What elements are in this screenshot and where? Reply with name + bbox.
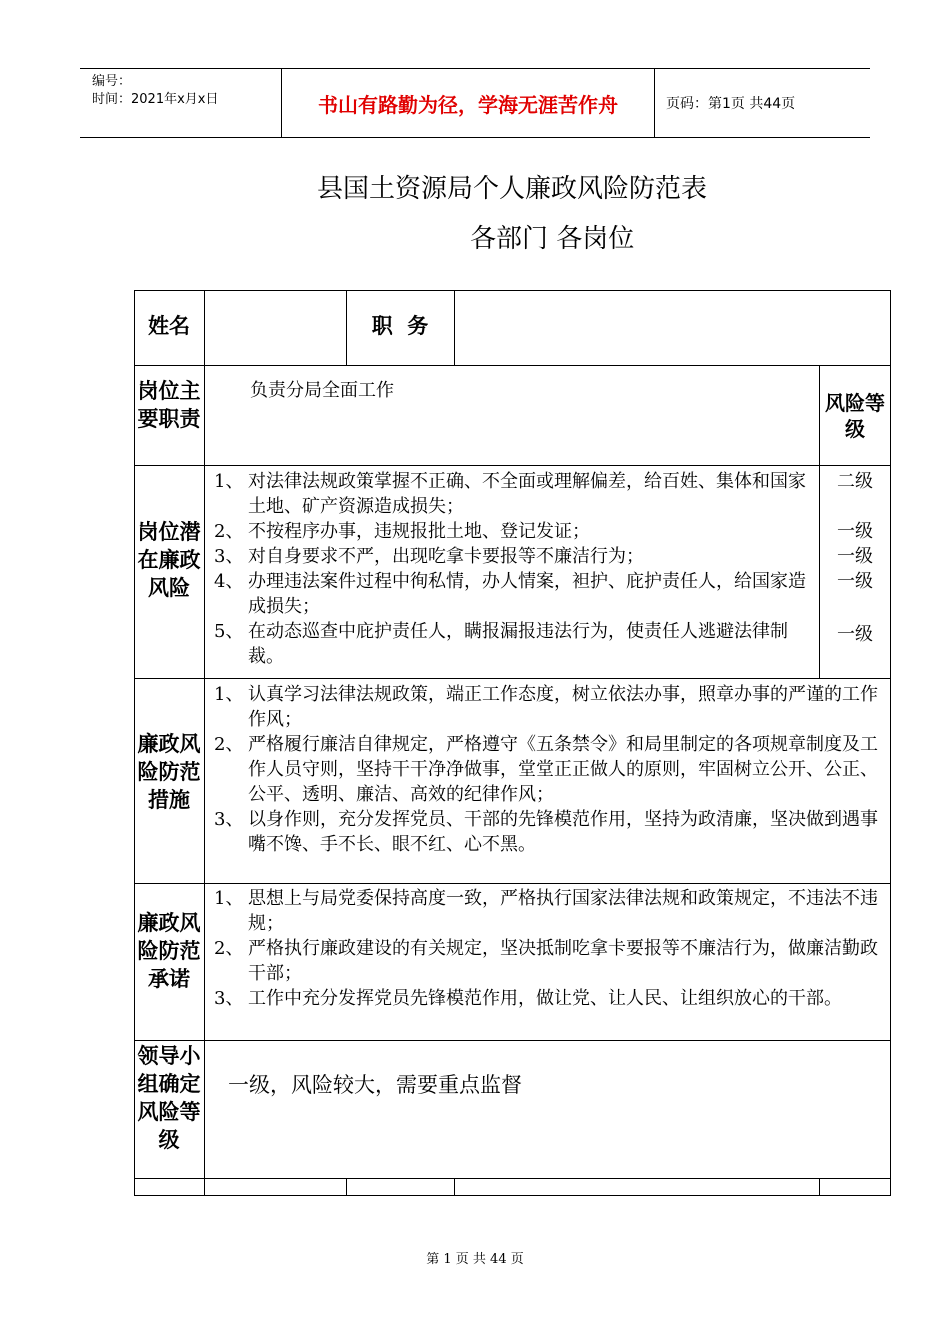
measure-item: 1、 认真学习法律法规政策，端正工作态度，树立依法办事，照章办事的严谨的工作作风； — [214, 684, 878, 730]
motto: 书山有路勤为径，学海无涯苦作舟 — [282, 69, 655, 137]
risk-item: 1、 对法律法规政策掌握不正确、不全面或理解偏差，给百姓、集体和国家土地、矿产资源造成损失； — [214, 471, 806, 517]
risk-label: 岗位潜在廉政风险 — [137, 519, 201, 600]
promise-item: 1、 思想上与局党委保持高度一致，严格执行国家法律法规和政策规定，不违法不违规； — [214, 888, 878, 934]
risk-item: 2、 不按程序办事，违规报批土地、登记发证； — [214, 521, 590, 542]
promise-item: 3、 工作中充分发挥党员先锋模范作用，做让党、让人民、让组织放心的干部。 — [214, 988, 842, 1009]
date-label: 时间：2021年x月x日 — [92, 92, 219, 107]
page-header — [80, 68, 870, 138]
leader-label: 领导小组确定风险等级 — [137, 1043, 201, 1152]
measures-list — [214, 682, 882, 857]
risk-list — [214, 469, 810, 669]
position-label: 职 务 — [371, 313, 429, 338]
risk-level: 一级 — [837, 521, 873, 542]
risk-item: 5、 在动态巡查中庇护责任人，瞒报漏报违法行为，使责任人逃避法律制裁。 — [214, 621, 788, 667]
name-label: 姓名 — [148, 313, 190, 338]
measure-item: 2、 严格履行廉洁自律规定，严格遵守《五条禁令》和局里制定的各项规章制度及工作人员守则，坚持干干净净做事，堂堂正正做人的原则，牢固树立公开、公正、公平、透明、廉洁、高效的纪律作风； — [214, 734, 878, 805]
number-label: 编号： — [92, 74, 132, 89]
page-info: 页码：第1页 共44页 — [666, 96, 796, 112]
page-footer: 第 1 页 共 44 页 — [426, 1252, 524, 1267]
header-meta — [80, 69, 282, 137]
risk-item: 4、 办理违法案件过程中徇私情，办人情案，袒护、庇护责任人，给国家造成损失； — [214, 571, 806, 617]
leader-text: 一级，风险较大，需要重点监督 — [228, 1073, 522, 1097]
promise-item: 2、 严格执行廉政建设的有关规定，坚决抵制吃拿卡要报等不廉洁行为，做廉洁勤政干部； — [214, 938, 878, 984]
document-subtitle: 各部门 各岗位 — [470, 224, 635, 254]
risk-level: 二级 — [837, 471, 873, 492]
promise-list — [214, 886, 882, 1011]
measure-item: 3、 以身作则，充分发挥党员、干部的先锋模范作用，坚持为政清廉，坚决做到遇事嘴不馋、手不长、眼不红、心不黑。 — [214, 809, 878, 855]
risk-level-header: 风险等级 — [825, 391, 885, 441]
measures-label: 廉政风险防范措施 — [137, 731, 201, 812]
risk-item: 3、 对自身要求不严，出现吃拿卡要报等不廉洁行为； — [214, 546, 644, 567]
promise-label: 廉政风险防范承诺 — [137, 910, 201, 991]
document-title: 县国土资源局个人廉政风险防范表 — [317, 174, 708, 204]
risk-level: 一级 — [837, 624, 873, 645]
risk-level: 一级 — [837, 571, 873, 592]
duty-text: 负责分局全面工作 — [250, 380, 394, 401]
risk-level: 一级 — [837, 546, 873, 567]
duty-label: 岗位主要职责 — [137, 378, 201, 431]
